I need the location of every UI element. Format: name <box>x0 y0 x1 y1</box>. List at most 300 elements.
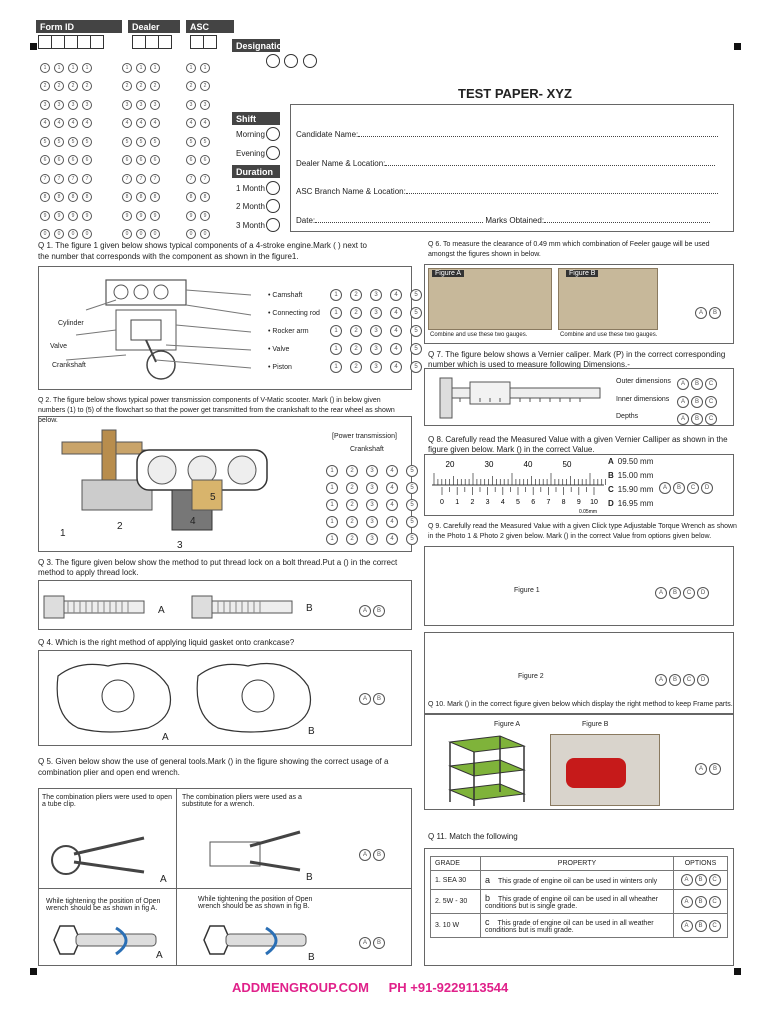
q2-flow-row <box>322 479 422 496</box>
candidate-name-label: Candidate Name: <box>296 130 359 139</box>
digit-bubble[interactable]: 0 <box>40 229 50 239</box>
number-bubble[interactable]: 2 <box>350 289 362 301</box>
crankcase-illustration <box>48 656 328 738</box>
vernier-scale-label: 2 <box>470 499 475 506</box>
digit-bubble[interactable]: 3 <box>200 100 210 110</box>
q8-option <box>608 471 653 485</box>
digit-group <box>120 115 162 132</box>
option-b-bubble[interactable]: B <box>373 849 385 861</box>
dealer-code-box[interactable] <box>132 35 146 49</box>
marks-field[interactable] <box>544 222 710 223</box>
two-month-ring[interactable] <box>266 199 280 213</box>
digit-bubble[interactable]: 5 <box>40 137 50 147</box>
option-d-bubble[interactable]: D <box>697 674 709 686</box>
digit-group <box>38 115 94 132</box>
q9-text: Q 9. Carefully read the Measured Value with a given Click type Adjustable Torque Wrench as shown in the Photo 1 & Photo 2 given below. Mark () in the correct Value from options given below. <box>428 523 737 540</box>
option-b-bubble[interactable]: B <box>669 674 681 686</box>
asc-code-label: ASC Code <box>190 22 213 42</box>
digit-bubble[interactable]: 8 <box>186 192 196 202</box>
q8-option-key: A <box>608 457 614 466</box>
digit-bubble[interactable]: 2 <box>200 81 210 91</box>
digit-bubble[interactable]: 0 <box>150 229 160 239</box>
digit-bubble[interactable]: 5 <box>122 137 132 147</box>
digit-group <box>120 152 162 169</box>
vernier-scale-label: 0 <box>440 499 444 506</box>
digit-bubble[interactable]: 6 <box>122 155 132 165</box>
number-bubble[interactable]: 5 <box>410 361 422 373</box>
digit-bubble[interactable]: 1 <box>186 63 196 73</box>
option-a-bubble[interactable]: A <box>681 896 693 908</box>
digit-group <box>38 207 94 224</box>
digit-bubble[interactable]: 5 <box>150 137 160 147</box>
vernier-scale-label: 8 <box>561 499 566 506</box>
digit-bubble[interactable]: 9 <box>82 211 92 221</box>
digit-bubble[interactable]: 6 <box>150 155 160 165</box>
feeler-gauge-photo-a <box>428 268 552 330</box>
option-b-bubble[interactable]: B <box>373 693 385 705</box>
dealer-code-box[interactable] <box>158 35 172 49</box>
q2-power-heading: [Power transmission] <box>332 433 397 440</box>
number-bubble[interactable]: 3 <box>366 465 378 477</box>
option-c-bubble[interactable]: C <box>683 674 695 686</box>
option-a-bubble[interactable]: A <box>681 920 693 932</box>
designation-ring[interactable] <box>303 54 317 68</box>
digit-group <box>38 152 94 169</box>
q2-flow-row <box>322 462 422 479</box>
digit-bubble[interactable]: 9 <box>122 211 132 221</box>
number-bubble[interactable]: 2 <box>346 533 358 545</box>
digit-bubble[interactable]: 3 <box>82 100 92 110</box>
digit-bubble[interactable]: 5 <box>186 137 196 147</box>
designation-ring[interactable] <box>284 54 298 68</box>
digit-bubble[interactable]: 4 <box>200 118 210 128</box>
candidate-name-row <box>296 130 718 139</box>
number-bubble[interactable]: 3 <box>366 533 378 545</box>
digit-bubble[interactable]: 5 <box>82 137 92 147</box>
one-month-label: 1 Month <box>236 184 265 193</box>
option-a-bubble[interactable]: A <box>359 849 371 861</box>
date-field[interactable] <box>315 222 483 223</box>
number-bubble[interactable]: 1 <box>326 533 338 545</box>
number-bubble[interactable]: 5 <box>406 482 418 494</box>
digit-group <box>184 78 212 95</box>
option-b-bubble[interactable]: B <box>695 920 707 932</box>
digit-bubble[interactable]: 7 <box>136 174 146 184</box>
footer <box>232 980 508 995</box>
digit-bubble[interactable]: 9 <box>186 211 196 221</box>
number-bubble[interactable]: 5 <box>406 516 418 528</box>
option-b-bubble[interactable]: B <box>691 378 703 390</box>
number-bubble[interactable]: 4 <box>386 465 398 477</box>
digit-bubble[interactable]: 2 <box>150 81 160 91</box>
asc-branch-label: ASC Branch Name & Location: <box>296 187 406 196</box>
form-id-box[interactable] <box>64 35 78 49</box>
q1-item-label: • Rocker arm <box>268 327 309 335</box>
option-a-bubble[interactable]: A <box>359 605 371 617</box>
digit-bubble[interactable]: 2 <box>68 81 78 91</box>
number-bubble[interactable]: 4 <box>390 307 402 319</box>
digit-bubble[interactable]: 8 <box>68 192 78 202</box>
digit-bubble[interactable]: 6 <box>186 155 196 165</box>
digit-bubble[interactable]: 6 <box>68 155 78 165</box>
number-bubble[interactable]: 2 <box>350 343 362 355</box>
digit-bubble[interactable]: 4 <box>82 118 92 128</box>
marks-label: Marks Obtained: <box>485 216 545 225</box>
vernier-scale-label: 4 <box>500 499 505 506</box>
number-bubble[interactable]: 1 <box>330 289 342 301</box>
number-bubble[interactable]: 5 <box>406 465 418 477</box>
option-a-bubble[interactable]: A <box>677 378 689 390</box>
q5-text: Q 5. Given below show the use of general tools.Mark () in the figure showing the correct usage of a combination plier and open end wrench. <box>38 757 389 777</box>
digit-bubble[interactable]: 8 <box>82 192 92 202</box>
digit-bubble[interactable]: 3 <box>186 100 196 110</box>
property-cell <box>481 890 674 914</box>
number-bubble[interactable]: 2 <box>346 499 358 511</box>
q2-flow-row <box>322 496 422 513</box>
form-id-box[interactable] <box>38 35 52 49</box>
digit-bubble[interactable]: 1 <box>68 63 78 73</box>
option-d-bubble[interactable]: D <box>697 587 709 599</box>
option-c-bubble[interactable]: C <box>709 874 721 886</box>
property-cell <box>481 914 674 938</box>
digit-bubble[interactable]: 3 <box>40 100 50 110</box>
q11-text: Q 11. Match the following <box>428 832 518 841</box>
digit-bubble[interactable]: 4 <box>136 118 146 128</box>
q5-divider <box>38 888 412 889</box>
digit-bubble[interactable]: 2 <box>82 81 92 91</box>
q8-option-value: 09.50 mm <box>617 457 654 466</box>
number-bubble[interactable]: 4 <box>390 289 402 301</box>
digit-bubble[interactable]: 1 <box>54 63 64 73</box>
q3-label-a: A <box>158 605 165 616</box>
digit-group <box>120 189 162 206</box>
number-bubble[interactable]: 2 <box>350 325 362 337</box>
number-bubble[interactable]: 1 <box>326 465 338 477</box>
option-c-bubble[interactable]: C <box>709 896 721 908</box>
digit-row <box>38 78 228 97</box>
digit-bubble[interactable]: 4 <box>40 118 50 128</box>
inner-dimensions-label: Inner dimensions <box>616 396 670 403</box>
dealer-code-box[interactable] <box>145 35 159 49</box>
digit-row <box>38 59 228 78</box>
number-bubble[interactable]: 2 <box>346 482 358 494</box>
q5-options-bottom <box>358 934 386 952</box>
option-d-bubble[interactable]: D <box>701 482 713 494</box>
q8-option-value: 15.00 mm <box>617 471 654 480</box>
option-a-bubble[interactable]: A <box>359 937 371 949</box>
number-bubble[interactable]: 2 <box>346 516 358 528</box>
digit-bubble[interactable]: 6 <box>200 155 210 165</box>
digit-bubble[interactable]: 7 <box>122 174 132 184</box>
digit-bubble[interactable]: 3 <box>136 100 146 110</box>
digit-bubble[interactable]: 3 <box>54 100 64 110</box>
number-bubble[interactable]: 4 <box>386 499 398 511</box>
digit-bubble[interactable]: 7 <box>68 174 78 184</box>
number-bubble[interactable]: 4 <box>386 533 398 545</box>
digit-group <box>120 59 162 76</box>
duration-label: Duration <box>236 167 273 177</box>
digit-group <box>184 152 212 169</box>
number-bubble[interactable]: 2 <box>350 307 362 319</box>
vernier-scale-label: 10 <box>590 499 598 506</box>
option-b-bubble[interactable]: B <box>695 874 707 886</box>
option-a-bubble[interactable]: A <box>359 693 371 705</box>
number-bubble[interactable]: 1 <box>330 361 342 373</box>
one-month-ring[interactable] <box>266 181 280 195</box>
digit-bubble[interactable]: 2 <box>122 81 132 91</box>
digit-bubble[interactable]: 3 <box>150 100 160 110</box>
vernier-scale-label: 3 <box>485 499 490 506</box>
digit-bubble[interactable]: 2 <box>136 81 146 91</box>
shift-header <box>232 112 280 125</box>
digit-bubble[interactable]: 8 <box>150 192 160 202</box>
digit-bubble[interactable]: 7 <box>200 174 210 184</box>
q8-option-value: 16.95 mm <box>617 499 654 508</box>
number-bubble[interactable]: 3 <box>366 499 378 511</box>
registration-mark <box>30 968 37 975</box>
option-c-bubble[interactable]: C <box>705 396 717 408</box>
option-c-bubble[interactable]: C <box>687 482 699 494</box>
option-a-bubble[interactable]: A <box>677 396 689 408</box>
cylinder-caption: Cylinder <box>58 320 84 327</box>
digit-bubble[interactable]: 5 <box>200 137 210 147</box>
number-bubble[interactable]: 3 <box>370 361 382 373</box>
q1-item-label: • Camshaft <box>268 291 303 299</box>
dealer-code-boxes <box>132 35 171 54</box>
digit-bubble[interactable]: 4 <box>54 118 64 128</box>
q5-caption-4: While tightening the position of Open wrench should be as shown in fig B. <box>198 896 313 910</box>
q5-label-b: B <box>306 872 313 883</box>
digit-bubble[interactable]: 0 <box>68 229 78 239</box>
number-bubble[interactable]: 4 <box>390 361 402 373</box>
asc-code-box[interactable] <box>203 35 217 49</box>
q1-item-row <box>268 286 426 304</box>
q4-label-a: A <box>162 732 169 743</box>
main-scale-label: 40 <box>523 460 533 469</box>
form-id-box[interactable] <box>90 35 104 49</box>
digit-bubble[interactable]: 1 <box>150 63 160 73</box>
option-b-bubble[interactable]: B <box>695 896 707 908</box>
digit-bubble[interactable]: 4 <box>68 118 78 128</box>
digit-bubble[interactable]: 7 <box>150 174 160 184</box>
option-a-bubble[interactable]: A <box>677 413 689 425</box>
digit-group <box>184 207 212 224</box>
option-b-bubble[interactable]: B <box>691 396 703 408</box>
q7-text: Q 7. The figure below shows a Vernier caliper. Mark (P) in the correct corresponding number which is used to measure following Dimensions.- <box>428 350 726 369</box>
option-a-bubble[interactable]: A <box>659 482 671 494</box>
digit-bubble[interactable]: 8 <box>200 192 210 202</box>
digit-group <box>120 133 162 150</box>
digit-bubble[interactable]: 5 <box>54 137 64 147</box>
q1-item-label: • Piston <box>268 363 292 371</box>
digit-bubble[interactable]: 8 <box>122 192 132 202</box>
number-bubble[interactable]: 5 <box>406 499 418 511</box>
option-a-bubble[interactable]: A <box>655 587 667 599</box>
dealer-code-label: Dealer Code <box>132 22 160 42</box>
footer-site[interactable]: ADDMENGROUP.COM <box>232 980 369 995</box>
designation-ring[interactable] <box>266 54 280 68</box>
q10-figure-a-label: Figure A <box>494 721 521 728</box>
option-c-bubble[interactable]: C <box>705 378 717 390</box>
q5-divider <box>176 788 177 966</box>
digit-bubble[interactable]: 0 <box>200 229 210 239</box>
digit-bubble[interactable]: 6 <box>54 155 64 165</box>
digit-bubble[interactable]: 4 <box>122 118 132 128</box>
number-bubble[interactable]: 5 <box>410 289 422 301</box>
digit-bubble[interactable]: 1 <box>136 63 146 73</box>
digit-bubble[interactable]: 5 <box>68 137 78 147</box>
wrench-a-illustration <box>46 920 166 960</box>
digit-bubble[interactable]: 0 <box>54 229 64 239</box>
vernier-scale-label: 9 <box>576 499 581 506</box>
digit-bubble[interactable]: 5 <box>136 137 146 147</box>
digit-bubble[interactable]: 0 <box>186 229 196 239</box>
number-bubble[interactable]: 5 <box>410 307 422 319</box>
q3-label-b: B <box>306 603 313 614</box>
option-b-bubble[interactable]: B <box>691 413 703 425</box>
digit-bubble[interactable]: 7 <box>54 174 64 184</box>
feeler-gauge-photo-b <box>558 268 658 330</box>
digit-bubble[interactable]: 6 <box>40 155 50 165</box>
asc-branch-row <box>296 187 718 196</box>
date-label: Date: <box>296 216 316 225</box>
digit-bubble[interactable]: 1 <box>40 63 50 73</box>
candidate-name-field[interactable] <box>358 136 718 137</box>
number-bubble[interactable]: 1 <box>326 482 338 494</box>
digit-bubble[interactable]: 2 <box>40 81 50 91</box>
option-a-bubble[interactable]: A <box>695 763 707 775</box>
option-b-bubble[interactable]: B <box>373 937 385 949</box>
vernier-scale-label: 5 <box>516 499 520 506</box>
digit-bubble[interactable]: 0 <box>82 229 92 239</box>
number-bubble[interactable]: 3 <box>366 516 378 528</box>
dealer-name-field[interactable] <box>385 165 715 166</box>
option-b-bubble[interactable]: B <box>669 587 681 599</box>
digit-group <box>38 133 94 150</box>
digit-bubble[interactable]: 0 <box>136 229 146 239</box>
form-id-box[interactable] <box>51 35 65 49</box>
q8-option <box>608 499 653 513</box>
grade-header: GRADE <box>431 857 481 871</box>
digit-bubble[interactable]: 9 <box>136 211 146 221</box>
option-a-bubble[interactable]: A <box>695 307 707 319</box>
number-bubble[interactable]: 4 <box>390 343 402 355</box>
q6-figure-b-label: Figure B <box>566 270 598 277</box>
dealer-name-row <box>296 159 715 168</box>
outer-dimensions-label: Outer dimensions <box>616 378 671 385</box>
number-bubble[interactable]: 1 <box>326 499 338 511</box>
number-bubble[interactable]: 4 <box>386 516 398 528</box>
digit-bubble[interactable]: 9 <box>150 211 160 221</box>
asc-code-box[interactable] <box>190 35 204 49</box>
digit-bubble[interactable]: 1 <box>122 63 132 73</box>
registration-mark <box>30 43 37 50</box>
number-bubble[interactable]: 3 <box>370 325 382 337</box>
q2-label-4: 4 <box>190 516 196 527</box>
number-bubble[interactable]: 5 <box>410 343 422 355</box>
digit-bubble[interactable]: 9 <box>68 211 78 221</box>
option-c-bubble[interactable]: C <box>683 587 695 599</box>
digit-bubble[interactable]: 2 <box>186 81 196 91</box>
number-bubble[interactable]: 1 <box>330 343 342 355</box>
number-bubble[interactable]: 3 <box>366 482 378 494</box>
property-text: This grade of engine oil can be used in all weather conditions but is multi grade. <box>485 920 654 934</box>
number-bubble[interactable]: 4 <box>390 325 402 337</box>
number-bubble[interactable]: 3 <box>370 307 382 319</box>
digit-row <box>38 96 228 115</box>
digit-bubble[interactable]: 2 <box>54 81 64 91</box>
digit-bubble[interactable]: 0 <box>122 229 132 239</box>
asc-branch-field[interactable] <box>406 193 718 194</box>
digit-bubble[interactable]: 4 <box>150 118 160 128</box>
number-bubble[interactable]: 5 <box>410 325 422 337</box>
digit-bubble[interactable]: 3 <box>122 100 132 110</box>
option-c-bubble[interactable]: C <box>709 920 721 932</box>
digit-row <box>38 207 228 226</box>
digit-bubble[interactable]: 6 <box>82 155 92 165</box>
digit-bubble[interactable]: 9 <box>54 211 64 221</box>
digit-bubble[interactable]: 9 <box>40 211 50 221</box>
digit-bubble[interactable]: 8 <box>40 192 50 202</box>
option-b-bubble[interactable]: B <box>709 763 721 775</box>
digit-bubble[interactable]: 6 <box>136 155 146 165</box>
q2-text: Q 2. The figure below shows typical power transmission components of V-Matic scooter. Mark () in below given numbers (1) to (5) of the flowchart so that the power get transmitted from the crankshaft to the rear wheel as shown below. <box>38 397 395 424</box>
property-text: This grade of engine oil can be used in winters only <box>498 878 658 885</box>
number-bubble[interactable]: 3 <box>370 343 382 355</box>
number-bubble[interactable]: 1 <box>326 516 338 528</box>
digit-bubble[interactable]: 7 <box>82 174 92 184</box>
digit-bubble[interactable]: 3 <box>68 100 78 110</box>
digit-group <box>38 170 94 187</box>
number-bubble[interactable]: 1 <box>330 325 342 337</box>
digit-bubble[interactable]: 7 <box>40 174 50 184</box>
number-bubble[interactable]: 5 <box>406 533 418 545</box>
number-bubble[interactable]: 1 <box>330 307 342 319</box>
number-bubble[interactable]: 3 <box>370 289 382 301</box>
q2-answer-rows <box>322 462 422 547</box>
number-bubble[interactable]: 2 <box>346 465 358 477</box>
option-c-bubble[interactable]: C <box>705 413 717 425</box>
number-bubble[interactable]: 2 <box>350 361 362 373</box>
option-b-bubble[interactable]: B <box>709 307 721 319</box>
option-b-bubble[interactable]: B <box>673 482 685 494</box>
digit-bubble[interactable]: 9 <box>200 211 210 221</box>
digit-row <box>38 152 228 171</box>
morning-ring[interactable] <box>266 127 280 141</box>
three-month-ring[interactable] <box>266 218 280 232</box>
digit-bubble[interactable]: 4 <box>186 118 196 128</box>
form-id-box[interactable] <box>77 35 91 49</box>
q9-options-1 <box>654 584 710 602</box>
digit-bubble[interactable]: 7 <box>186 174 196 184</box>
q8-option <box>608 457 653 471</box>
number-bubble[interactable]: 4 <box>386 482 398 494</box>
digit-bubble[interactable]: 8 <box>136 192 146 202</box>
evening-ring[interactable] <box>266 146 280 160</box>
option-a-bubble[interactable]: A <box>681 874 693 886</box>
q1-item-row <box>268 340 426 358</box>
form-id-header <box>36 20 122 33</box>
q8-option-key: D <box>608 499 614 508</box>
digit-bubble[interactable]: 1 <box>200 63 210 73</box>
digit-bubble[interactable]: 8 <box>54 192 64 202</box>
q2-label-3: 3 <box>177 540 183 551</box>
footer-phone: PH +91-9229113544 <box>388 980 509 995</box>
option-b-bubble[interactable]: B <box>373 605 385 617</box>
option-a-bubble[interactable]: A <box>655 674 667 686</box>
digit-bubble[interactable]: 1 <box>82 63 92 73</box>
options-cell <box>674 871 728 890</box>
